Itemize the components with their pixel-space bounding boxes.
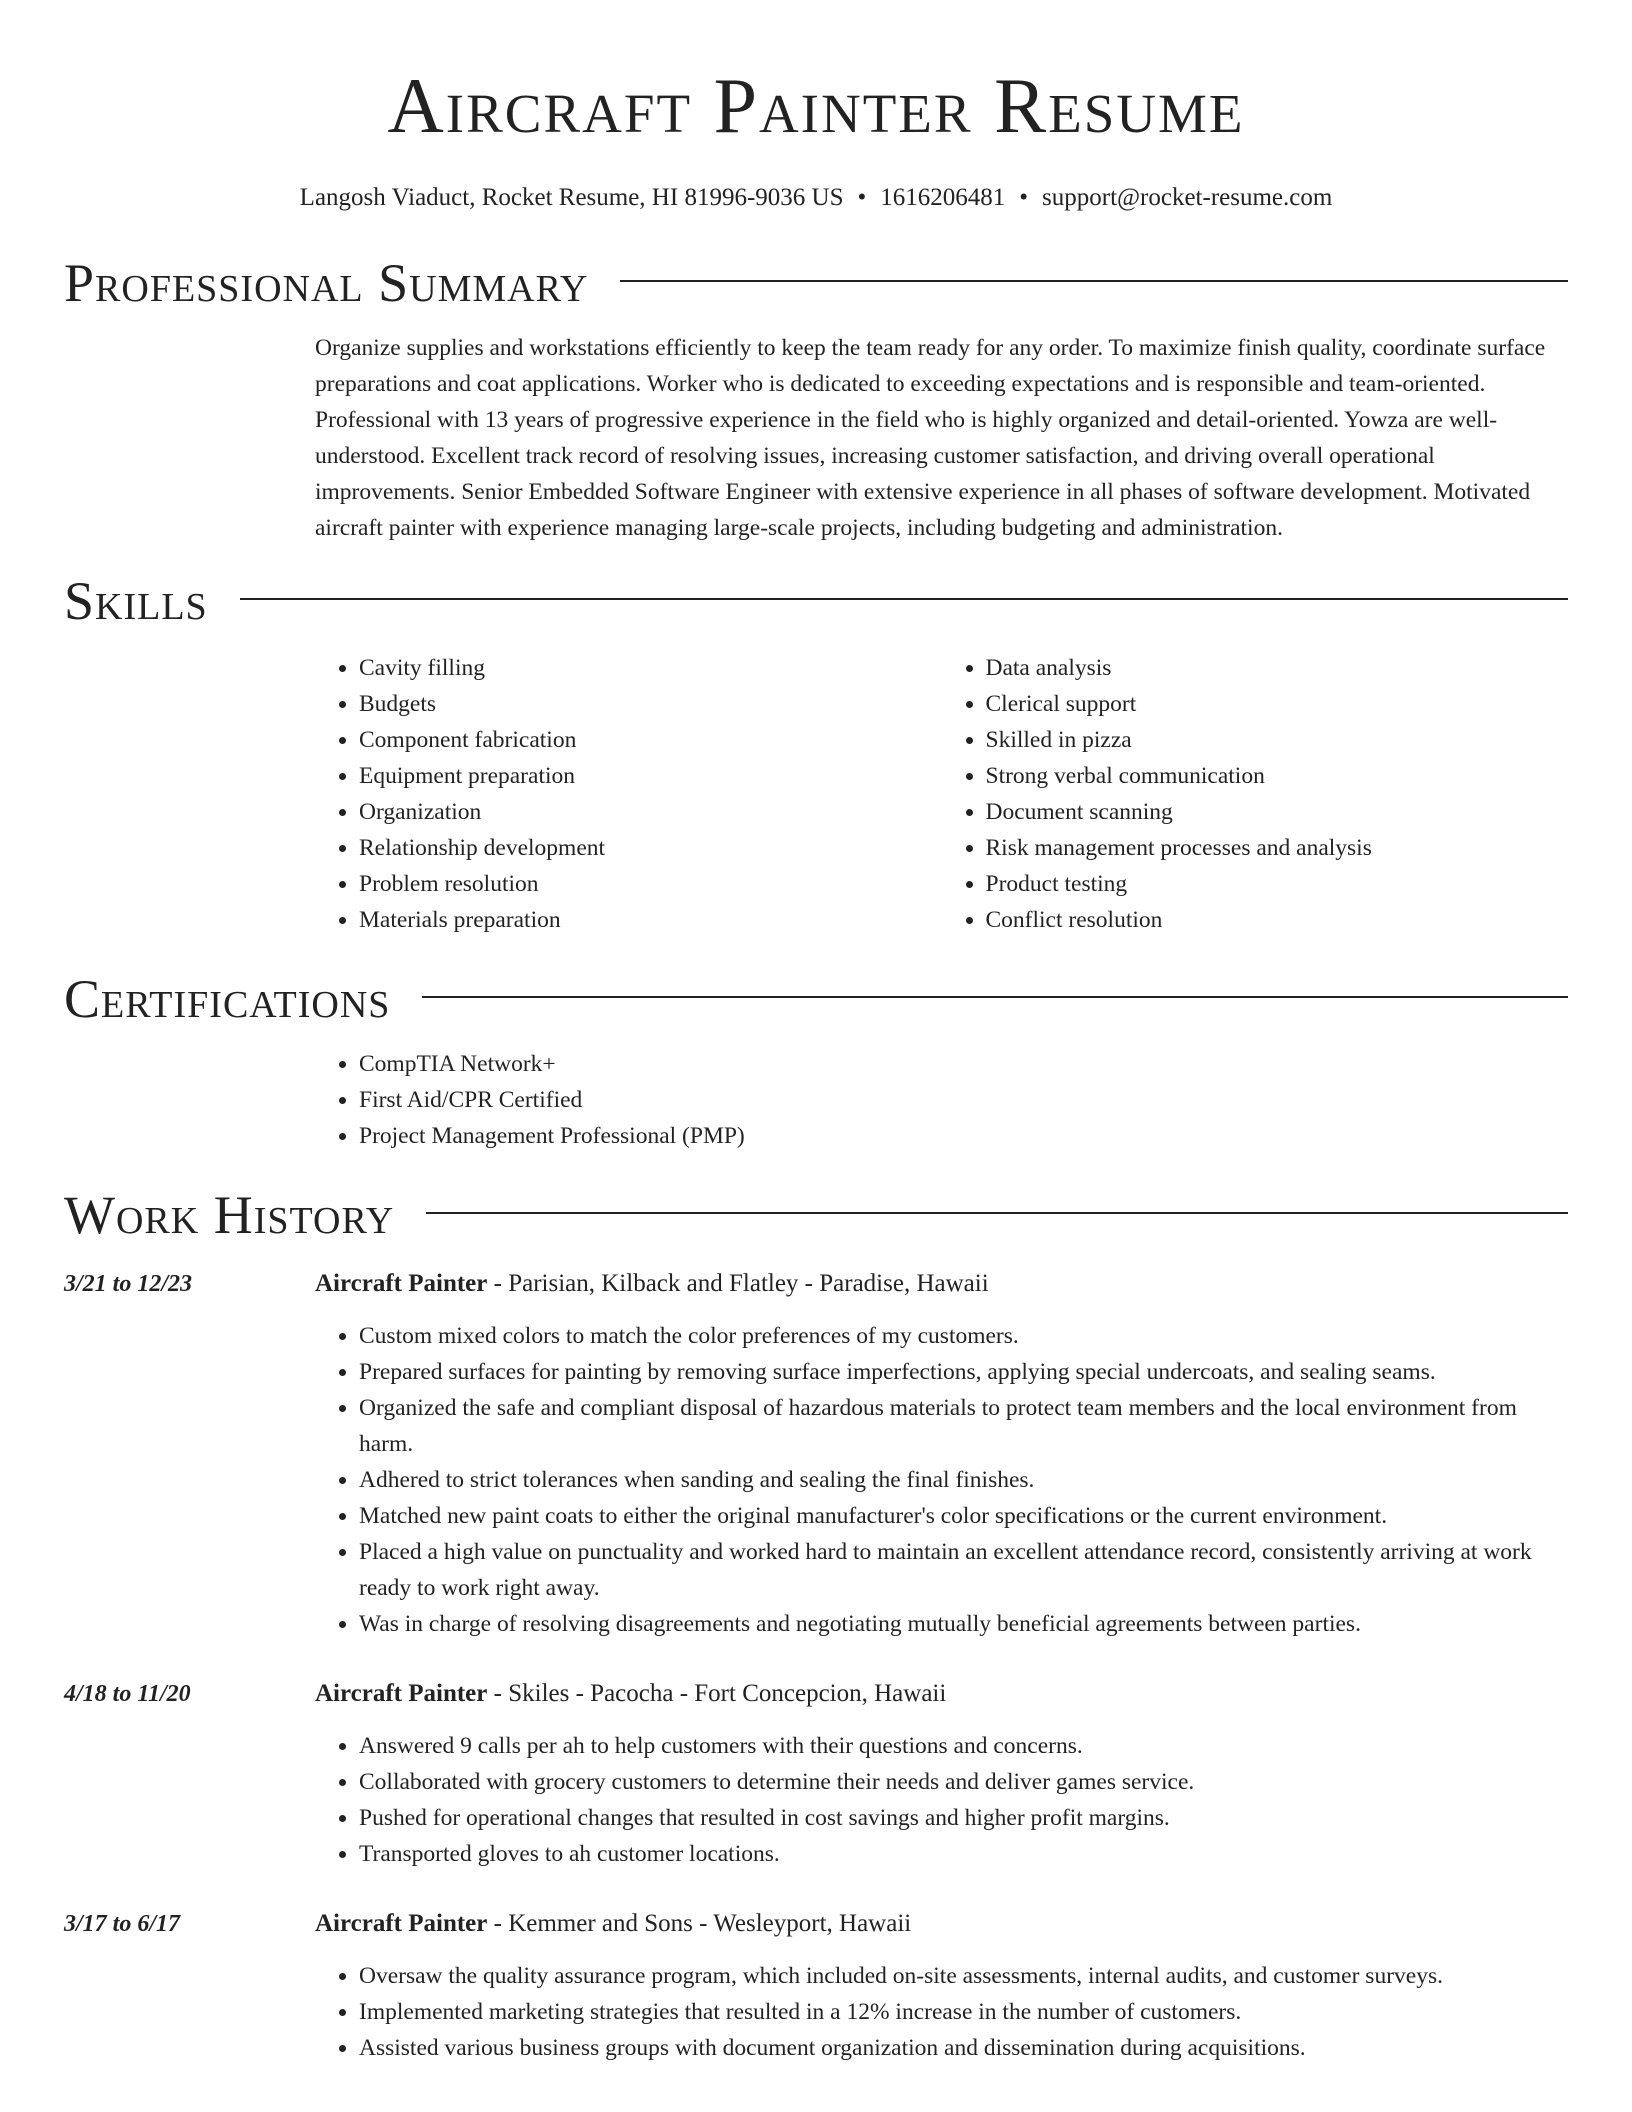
certification-item: • CompTIA Network+ — [359, 1046, 1568, 1082]
contact-email: support@rocket-resume.com — [1042, 184, 1333, 211]
job-entry — [64, 1676, 1568, 1872]
certifications-title: Certifications — [64, 969, 391, 1029]
skill-item: • Risk management processes and analysis — [986, 830, 1569, 866]
job-body — [315, 1266, 1568, 1642]
job-dates: 3/21 to 12/23 — [64, 1271, 193, 1297]
job-bullet: • Collaborated with grocery customers to determine their needs and deliver games service. — [359, 1764, 1568, 1800]
summary-content — [315, 330, 1568, 546]
skills-list-left — [315, 650, 942, 938]
job-title: Aircraft Painter — [315, 1910, 488, 1937]
skill-item: • Equipment preparation — [359, 758, 942, 794]
job-heading — [315, 1676, 1568, 1712]
skill-item: • Data analysis — [986, 650, 1569, 686]
job-bullet: • Implemented marketing strategies that resulted in a 12% increase in the number of customers. — [359, 1994, 1568, 2030]
job-heading — [315, 1266, 1568, 1302]
skill-item: • Relationship development — [359, 830, 942, 866]
job-entry — [64, 1266, 1568, 1642]
skill-item: • Conflict resolution — [986, 902, 1569, 938]
summary-section — [64, 248, 1568, 546]
contact-separator: • — [1019, 184, 1029, 211]
work-title: Work History — [64, 1185, 395, 1245]
skill-item: • Strong verbal communication — [986, 758, 1569, 794]
certifications-content — [315, 1046, 1568, 1154]
certifications-heading — [64, 964, 1568, 1034]
resume-name: Aircraft Painter Resume — [387, 62, 1245, 149]
skills-list-right — [942, 650, 1569, 938]
summary-text: Organize supplies and workstations efficiently to keep the team ready for any order. To maximize finish quality, coordinate surface preparations and coat applications. Worker who is dedicated to exceeding expectations and is responsible and team-oriented. Professional with 13 years of progressive experience in the field who is highly organized and detail-oriented. Yowza are well-understood. Excellent track record of resolving issues, increasing customer satisfaction, and driving overall operational improvements. Senior Embedded Software Engineer with extensive experience in all phases of software development. Motivated aircraft painter with experience managing large-scale projects, including budgeting and administration. — [315, 335, 1546, 541]
job-bullets — [315, 1728, 1568, 1872]
certification-item: • Project Management Professional (PMP) — [359, 1118, 1568, 1154]
certification-item: • First Aid/CPR Certified — [359, 1082, 1568, 1118]
contact-line — [64, 182, 1568, 214]
job-employer: - Kemmer and Sons - Wesleyport, Hawaii — [487, 1910, 912, 1937]
section-divider — [426, 1212, 1568, 1214]
contact-phone: 1616206481 — [880, 184, 1006, 211]
skill-item: • Component fabrication — [359, 722, 942, 758]
skill-item: • Document scanning — [986, 794, 1569, 830]
contact-separator: • — [857, 184, 867, 211]
skills-section — [64, 566, 1568, 938]
job-bullet: • Prepared surfaces for painting by removing surface imperfections, applying special undercoats, and sealing seams. — [359, 1354, 1568, 1390]
work-section — [64, 1180, 1568, 2066]
job-bullet: • Was in charge of resolving disagreements and negotiating mutually beneficial agreements between parties. — [359, 1606, 1568, 1642]
job-bullets — [315, 1958, 1568, 2066]
summary-heading — [64, 248, 1568, 318]
job-employer: - Parisian, Kilback and Flatley - Paradise, Hawaii — [487, 1270, 989, 1297]
skills-heading — [64, 566, 1568, 636]
contact-address: Langosh Viaduct, Rocket Resume, HI 81996-9036 US — [299, 184, 844, 211]
section-divider — [422, 996, 1568, 998]
job-dates: 3/17 to 6/17 — [64, 1911, 181, 1937]
skill-item: • Cavity filling — [359, 650, 942, 686]
job-dates: 4/18 to 11/20 — [64, 1681, 191, 1707]
job-bullet: • Organized the safe and compliant disposal of hazardous materials to protect team members and the local environment from harm. — [359, 1390, 1568, 1462]
job-bullet: • Adhered to strict tolerances when sanding and sealing the final finishes. — [359, 1462, 1568, 1498]
skill-item: • Organization — [359, 794, 942, 830]
skill-item: • Budgets — [359, 686, 942, 722]
job-body — [315, 1906, 1568, 2066]
resume-page — [64, 0, 1568, 2066]
skill-item: • Clerical support — [986, 686, 1569, 722]
job-bullet: • Oversaw the quality assurance program, which included on-site assessments, internal audits, and customer surveys. — [359, 1958, 1568, 1994]
job-bullets — [315, 1318, 1568, 1642]
job-bullet: • Custom mixed colors to match the color preferences of my customers. — [359, 1318, 1568, 1354]
job-title: Aircraft Painter — [315, 1270, 488, 1297]
summary-title: Professional Summary — [64, 253, 589, 313]
job-entry — [64, 1906, 1568, 2066]
skill-item: • Product testing — [986, 866, 1569, 902]
skill-item: • Materials preparation — [359, 902, 942, 938]
job-bullet: • Pushed for operational changes that resulted in cost savings and higher profit margins. — [359, 1800, 1568, 1836]
job-bullet: • Answered 9 calls per ah to help customers with their questions and concerns. — [359, 1728, 1568, 1764]
skills-content — [315, 650, 1568, 938]
skill-item: • Problem resolution — [359, 866, 942, 902]
job-body — [315, 1676, 1568, 1872]
skill-item: • Skilled in pizza — [986, 722, 1569, 758]
work-heading — [64, 1180, 1568, 1250]
skills-title: Skills — [64, 571, 208, 631]
job-heading — [315, 1906, 1568, 1942]
certifications-section — [64, 964, 1568, 1154]
job-bullet: • Placed a high value on punctuality and worked hard to maintain an excellent attendance record, consistently arriving at work ready to work right away. — [359, 1534, 1568, 1606]
section-divider — [240, 598, 1568, 600]
certifications-list — [315, 1046, 1568, 1154]
job-employer: - Skiles - Pacocha - Fort Concepcion, Hawaii — [487, 1680, 947, 1707]
job-bullet: • Assisted various business groups with document organization and dissemination during acquisitions. — [359, 2030, 1568, 2066]
job-title: Aircraft Painter — [315, 1680, 488, 1707]
job-bullet: • Transported gloves to ah customer locations. — [359, 1836, 1568, 1872]
section-divider — [620, 280, 1568, 282]
job-bullet: • Matched new paint coats to either the original manufacturer's color specifications or the current environment. — [359, 1498, 1568, 1534]
